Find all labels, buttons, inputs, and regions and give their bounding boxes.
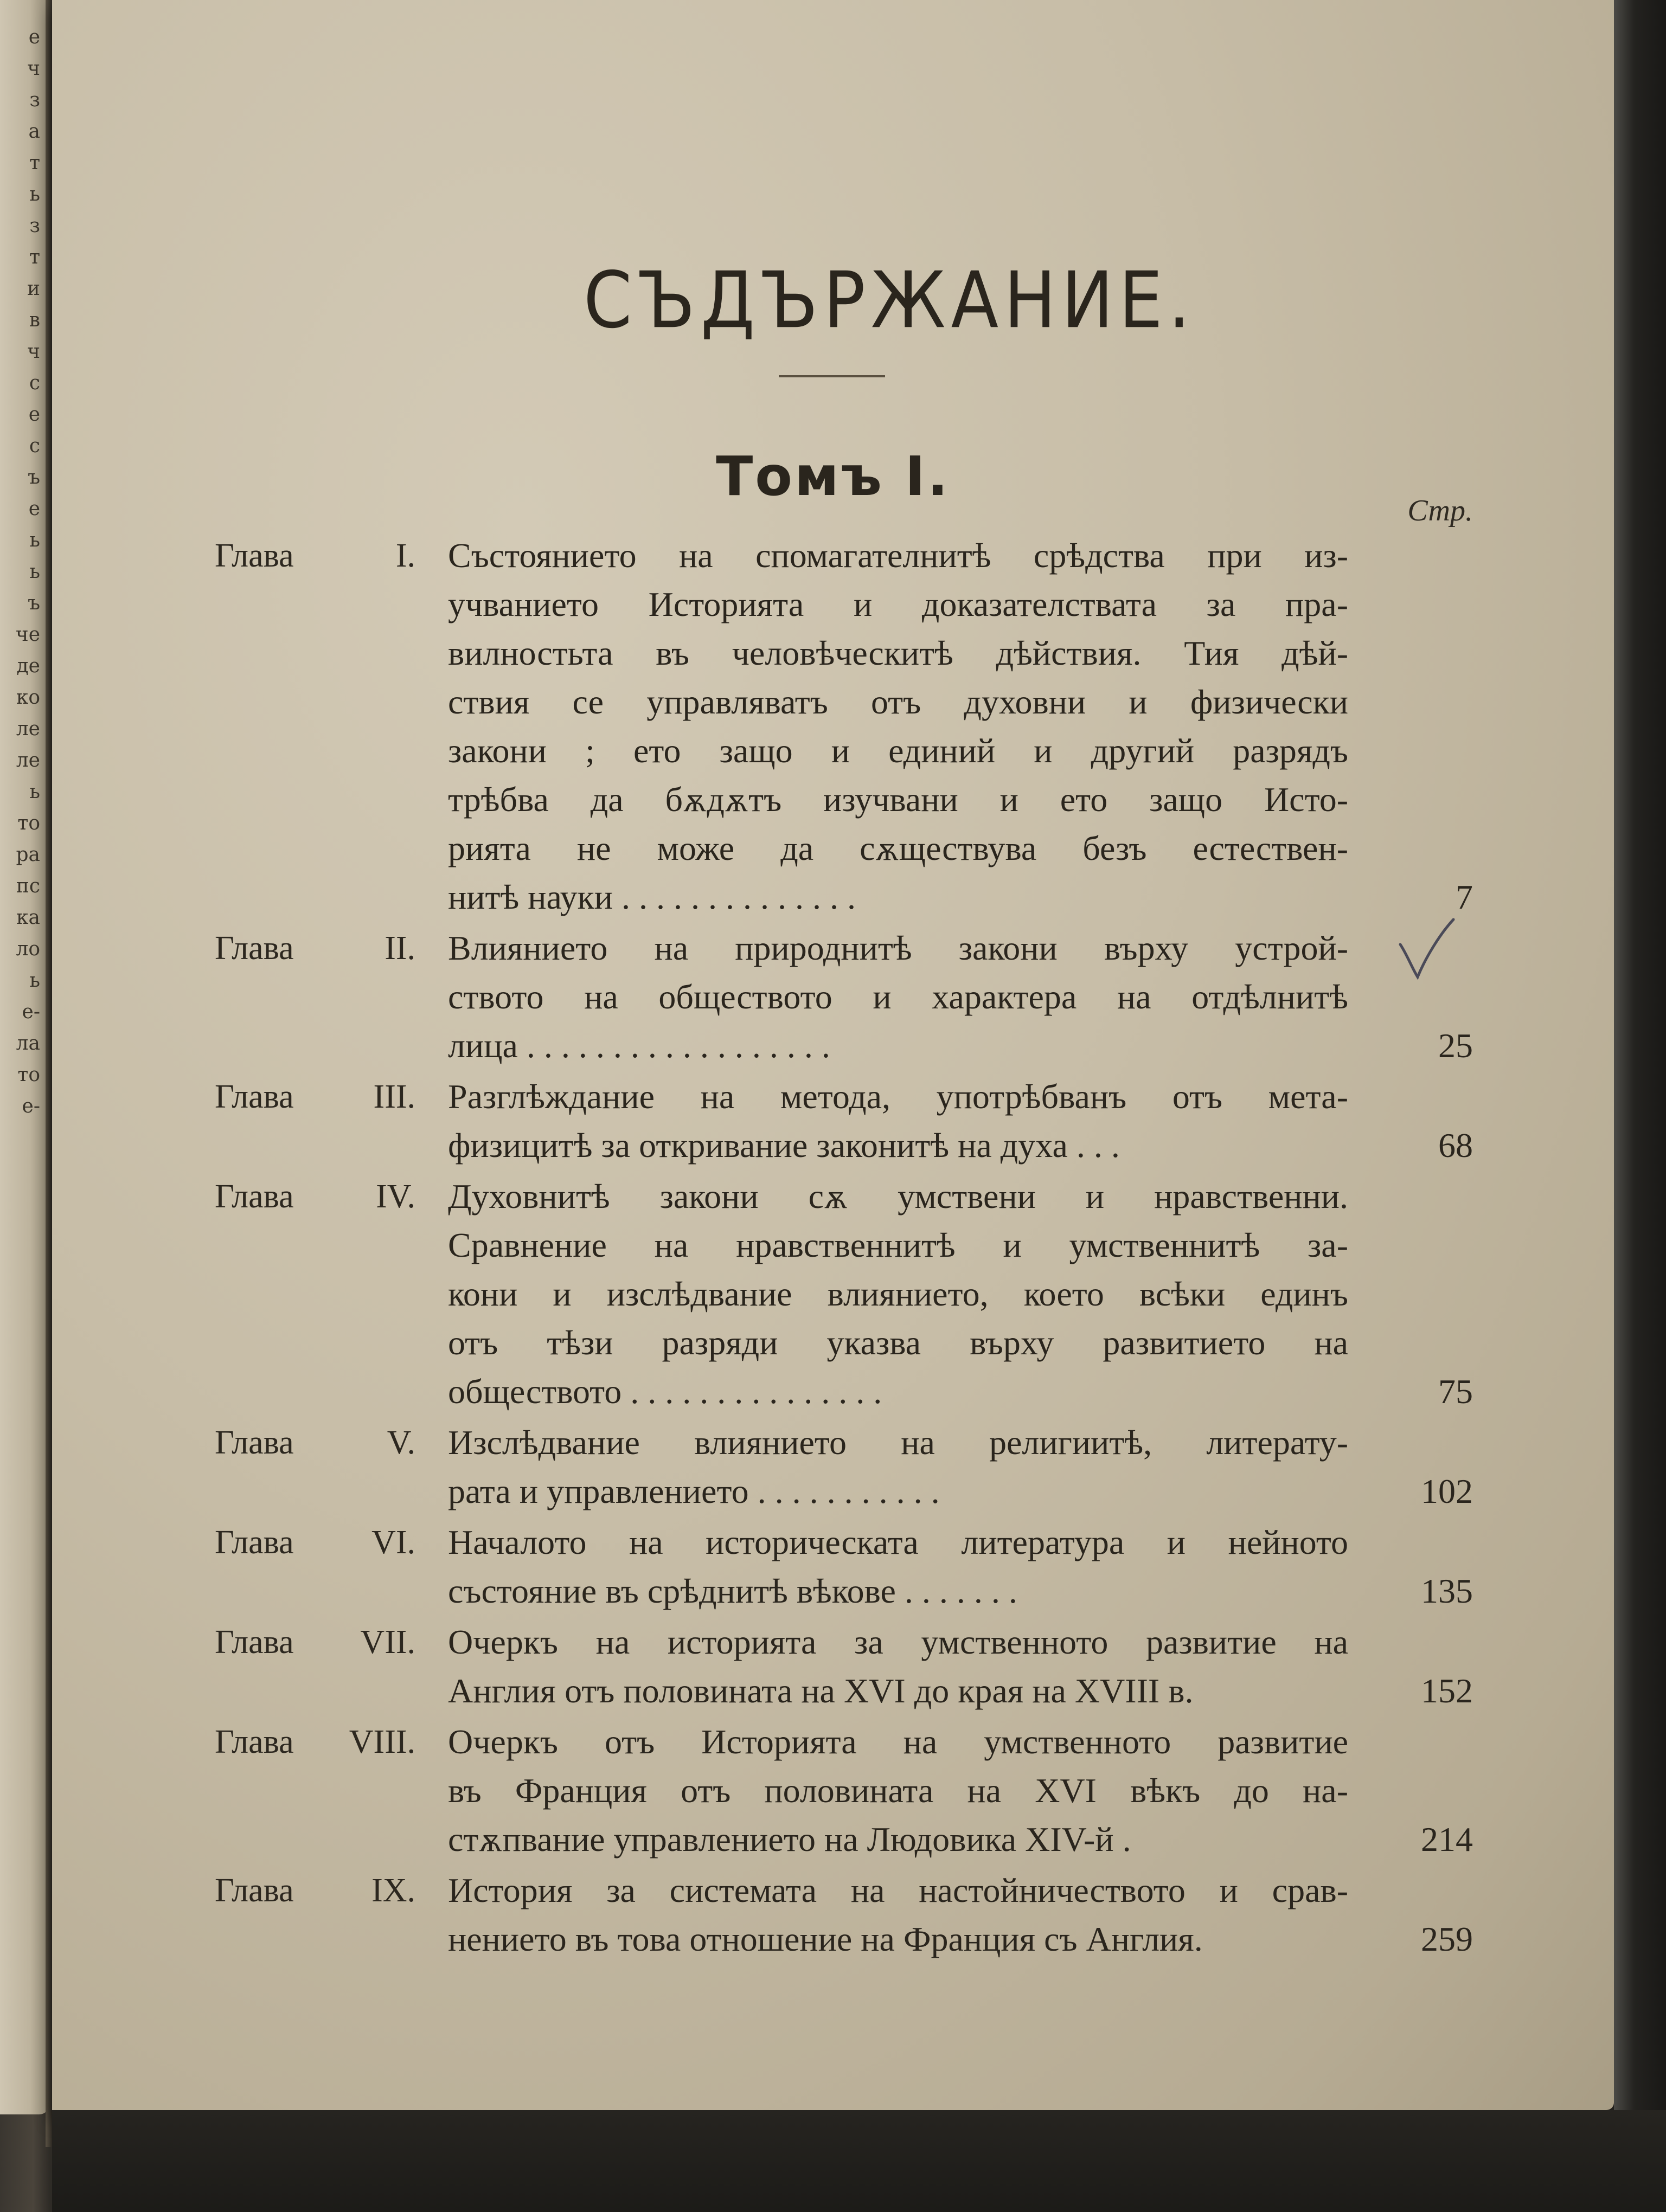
left-page-fragment: ь [29, 561, 40, 583]
description-line: въ Франция отъ половината на XVI вѣкъ до на- [448, 1771, 1348, 1810]
description-line: Началото на историческата литература и нейното [448, 1523, 1348, 1561]
toc-entry [215, 1172, 1473, 1416]
chapter-description [448, 1866, 1348, 1964]
left-page-fragment: пс [16, 875, 40, 897]
toc-entry [215, 1418, 1473, 1516]
left-page-fragment: ла [16, 1032, 40, 1054]
description-line: кони и изслѣдвание влиянието, което всѣки единъ [448, 1275, 1348, 1313]
toc-entry [215, 1072, 1473, 1170]
left-page-fragment: ъ [28, 592, 40, 614]
description-line: Духовнитѣ закони сѫ умствени и нравственни. [448, 1177, 1348, 1216]
chapter-label: Глава [215, 1178, 294, 1215]
description-line: Влиянието на природнитѣ закони върху устрой- [448, 929, 1348, 967]
page-number: 135 [1421, 1572, 1473, 1610]
left-page-fragment: то [17, 812, 40, 834]
chapter-number: II. [385, 930, 415, 967]
left-page-edge [0, 0, 50, 2114]
volume-heading: Томъ I. [716, 445, 950, 508]
left-page-fragment: ко [16, 686, 40, 709]
left-page-fragment: ле [16, 749, 40, 771]
left-page-fragment: че [15, 623, 40, 646]
description-line: нението въ това отношение на Франция съ Англия. [448, 1920, 1203, 1958]
table-of-contents [215, 531, 1473, 1966]
toc-entry [215, 1718, 1473, 1864]
page-number: 102 [1421, 1472, 1473, 1510]
book-cover-bottom [52, 2110, 1666, 2212]
toc-entry [215, 1518, 1473, 1616]
left-page-text-fragments [3, 22, 42, 1399]
chapter-number: IX. [371, 1872, 415, 1909]
left-page-fragment: и [27, 278, 40, 300]
left-page-fragment: т [29, 152, 40, 174]
description-line: Очеркъ на историята за умственното развитие на [448, 1623, 1348, 1661]
chapter-label: Глава [215, 1078, 294, 1115]
chapter-label: Глава [215, 1424, 294, 1461]
left-page-fragment: е [28, 498, 40, 520]
handwritten-checkmark-icon [1397, 916, 1457, 981]
page-number: 214 [1421, 1820, 1473, 1859]
page-column-header: Стр. [1407, 494, 1473, 528]
left-page-fragment: ь [29, 781, 40, 803]
chapter-description [448, 1618, 1348, 1715]
chapter-description [448, 1718, 1348, 1864]
description-line: вилностьта въ человѣческитѣ дѣйствия. Тия дѣй- [448, 634, 1348, 672]
description-line: Състоянието на спомагателнитѣ срѣдства при из- [448, 536, 1348, 575]
chapter-number: VIII. [349, 1724, 415, 1760]
left-page-fragment: а [28, 120, 40, 143]
chapter-number: III. [373, 1078, 415, 1115]
chapter-label: Глава [215, 1624, 294, 1661]
description-line: Разглѣждание на метода, употрѣбванъ отъ мета- [448, 1077, 1348, 1116]
page-number: 7 [1456, 878, 1473, 916]
left-page-fragment: ка [16, 906, 40, 929]
left-page-fragment: ъ [28, 466, 40, 488]
description-line: състояние въ срѣднитѣ вѣкове . . . . . . . [448, 1572, 1017, 1610]
description-line: Англия отъ половината на XVI до края на XVIII в. [448, 1671, 1194, 1710]
chapter-description [448, 1072, 1348, 1170]
description-line: рията не може да сѫществува безъ естествен- [448, 829, 1348, 867]
description-line: ствия се управляватъ отъ духовни и физически [448, 683, 1348, 721]
left-page-fragment: е- [22, 1001, 40, 1023]
left-page-fragment: де [16, 655, 40, 677]
left-page-fragment: з [29, 89, 40, 111]
left-page-fragment: ра [16, 844, 40, 866]
left-page-fragment: ч [27, 340, 40, 363]
page-number: 259 [1421, 1920, 1473, 1958]
page-title: СЪДЪРЖАНИЕ. [584, 255, 1196, 346]
chapter-label: Глава [215, 930, 294, 967]
toc-entry [215, 1618, 1473, 1715]
chapter-label: Глава [215, 1724, 294, 1760]
description-line: закони ; ето защо и единий и другий разрядъ [448, 731, 1348, 770]
description-line: рата и управлението . . . . . . . . . . . [448, 1472, 940, 1510]
left-page-fragment: з [29, 215, 40, 237]
book-cover-right [1614, 0, 1666, 2212]
page-number: 25 [1438, 1026, 1473, 1065]
description-line: отъ тѣзи разряди указва върху развитието на [448, 1323, 1348, 1362]
left-page-fragment: в [29, 309, 40, 331]
chapter-description [448, 1518, 1348, 1616]
title-divider [779, 375, 885, 377]
left-page-fragment: с [29, 372, 40, 394]
description-line: учванието Историята и доказателствата за пра- [448, 585, 1348, 623]
left-page-fragment: ле [16, 718, 40, 740]
description-line: Очеркъ отъ Историята на умственното развитие [448, 1722, 1348, 1761]
left-page-fragment: т [29, 246, 40, 268]
chapter-number: VI. [371, 1524, 415, 1561]
toc-entry [215, 531, 1473, 922]
chapter-label: Глава [215, 1872, 294, 1909]
description-line: Сравнение на нравственнитѣ и умственнитѣ за- [448, 1226, 1348, 1264]
page-number: 75 [1438, 1372, 1473, 1411]
contents-page [52, 0, 1614, 2110]
left-page-fragment: ь [29, 183, 40, 205]
chapter-number: I. [395, 537, 415, 574]
description-line: стѫпвание управлението на Людовика XIV-й . [448, 1820, 1131, 1859]
chapter-description [448, 924, 1348, 1070]
left-page-fragment: ь [29, 969, 40, 992]
description-line: История за системата на настойничеството и срав- [448, 1871, 1348, 1909]
page-number: 152 [1421, 1671, 1473, 1710]
toc-entry [215, 1866, 1473, 1964]
left-page-fragment: ь [29, 529, 40, 551]
chapter-number: VII. [360, 1624, 415, 1661]
chapter-description [448, 1418, 1348, 1516]
description-line: лица . . . . . . . . . . . . . . . . . . [448, 1026, 830, 1065]
left-page-fragment: е [28, 26, 40, 48]
description-line: трѣбва да бѫдѫтъ изучвани и ето защо Исто- [448, 780, 1348, 819]
left-page-fragment: с [29, 435, 40, 457]
left-page-fragment: е [28, 403, 40, 426]
chapter-description [448, 1172, 1348, 1416]
chapter-number: V. [387, 1424, 415, 1461]
left-page-fragment: ч [27, 57, 40, 80]
chapter-label: Глава [215, 1524, 294, 1561]
chapter-label: Глава [215, 537, 294, 574]
toc-entry [215, 924, 1473, 1070]
description-line: ството на обществото и характера на отдѣлнитѣ [448, 978, 1348, 1016]
chapter-number: IV. [376, 1178, 415, 1215]
description-line: нитѣ науки . . . . . . . . . . . . . . [448, 878, 856, 916]
left-page-fragment: ло [16, 938, 40, 960]
description-line: обществото . . . . . . . . . . . . . . . [448, 1372, 882, 1411]
description-line: физицитѣ за откривание законитѣ на духа . . . [448, 1126, 1120, 1165]
left-page-fragment: е- [22, 1095, 40, 1117]
description-line: Изслѣдвание влиянието на религиитѣ, литерату- [448, 1423, 1348, 1462]
chapter-description [448, 531, 1348, 922]
page-number: 68 [1438, 1126, 1473, 1165]
left-page-fragment: то [17, 1064, 40, 1086]
